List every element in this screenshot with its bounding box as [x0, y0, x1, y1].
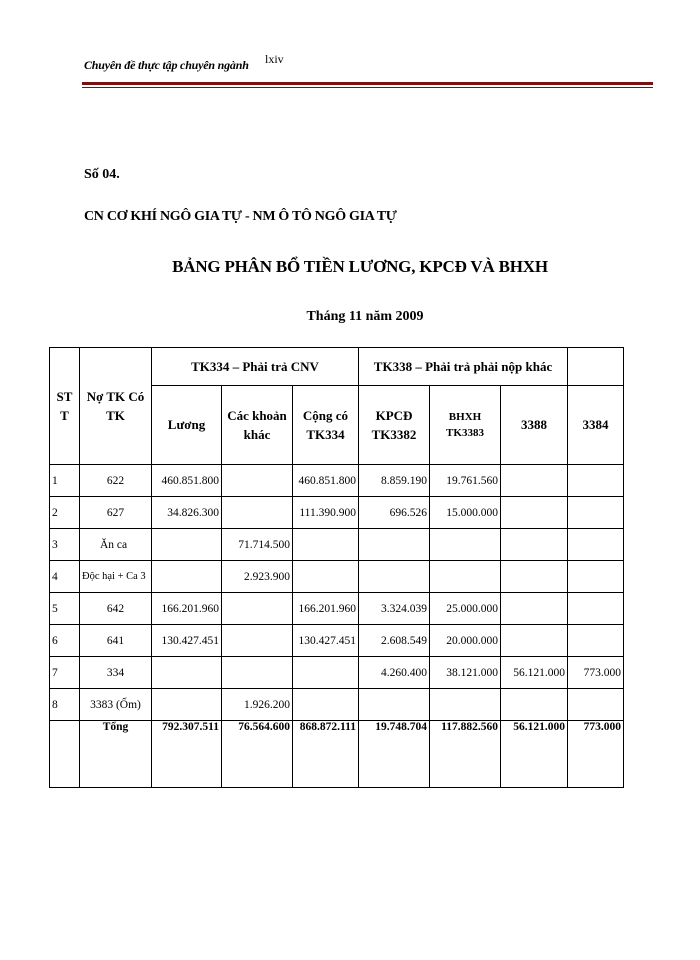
row-khac: 71.714.500	[222, 529, 293, 561]
row-3388	[501, 593, 568, 625]
row-khac	[222, 497, 293, 529]
row-kpcd: 3.324.039	[359, 593, 430, 625]
table-row	[50, 497, 624, 529]
row-khac	[222, 465, 293, 497]
table-row	[50, 561, 624, 593]
row-bhxh	[430, 561, 501, 593]
row-3384	[568, 529, 624, 561]
row-stt: 5	[50, 593, 80, 625]
header-group-tk338: TK338 – Phải trả phải nộp khác	[359, 348, 568, 386]
row-luong	[152, 689, 222, 721]
row-khac: 2.923.900	[222, 561, 293, 593]
header-3388: 3388	[501, 386, 568, 465]
total-3388: 56.121.000	[501, 721, 568, 788]
row-stt: 8	[50, 689, 80, 721]
allocation-table	[49, 347, 624, 788]
header-rule-thick	[82, 82, 653, 85]
row-stt: 4	[50, 561, 80, 593]
total-luong: 792.307.511	[152, 721, 222, 788]
row-3384: 773.000	[568, 657, 624, 689]
row-account: Ăn ca	[80, 529, 152, 561]
row-3384	[568, 561, 624, 593]
row-luong	[152, 657, 222, 689]
row-3388	[501, 529, 568, 561]
row-stt: 6	[50, 625, 80, 657]
row-3384	[568, 689, 624, 721]
row-luong	[152, 529, 222, 561]
row-luong	[152, 561, 222, 593]
row-stt: 7	[50, 657, 80, 689]
total-bhxh: 117.882.560	[430, 721, 501, 788]
row-account: 627	[80, 497, 152, 529]
row-bhxh: 20.000.000	[430, 625, 501, 657]
row-account: Độc hại + Ca 3	[80, 561, 152, 593]
row-account: 334	[80, 657, 152, 689]
header-rule-thin	[82, 87, 653, 88]
row-cong	[293, 529, 359, 561]
table-row	[50, 625, 624, 657]
row-3384	[568, 465, 624, 497]
row-khac: 1.926.200	[222, 689, 293, 721]
table-row	[50, 529, 624, 561]
row-3388	[501, 689, 568, 721]
document-title: BẢNG PHÂN BỔ TIỀN LƯƠNG, KPCĐ VÀ BHXH	[172, 257, 548, 276]
total-label: Tổng	[80, 721, 152, 788]
row-luong: 130.427.451	[152, 625, 222, 657]
row-cong: 460.851.800	[293, 465, 359, 497]
total-stt	[50, 721, 80, 788]
company-name: CN CƠ KHÍ NGÔ GIA TỰ - NM Ô TÔ NGÔ GIA TỰ	[84, 209, 397, 224]
header-kpcd-tk3382: KPCĐ TK3382	[359, 386, 430, 465]
row-luong: 166.201.960	[152, 593, 222, 625]
document-number: Số 04.	[84, 167, 120, 182]
row-bhxh	[430, 689, 501, 721]
header-luong: Lương	[152, 386, 222, 465]
total-khac: 76.564.600	[222, 721, 293, 788]
table-row	[50, 657, 624, 689]
row-bhxh	[430, 529, 501, 561]
row-kpcd	[359, 689, 430, 721]
row-kpcd: 4.260.400	[359, 657, 430, 689]
total-cong: 868.872.111	[293, 721, 359, 788]
table-total-row	[50, 721, 624, 788]
row-3384	[568, 497, 624, 529]
header-stt: ST T	[50, 348, 80, 465]
row-cong: 130.427.451	[293, 625, 359, 657]
row-bhxh: 25.000.000	[430, 593, 501, 625]
header-account: Nợ TK Có TK	[80, 348, 152, 465]
row-3388	[501, 465, 568, 497]
row-cong: 111.390.900	[293, 497, 359, 529]
row-kpcd	[359, 561, 430, 593]
row-cong	[293, 657, 359, 689]
table-row	[50, 465, 624, 497]
row-3388	[501, 561, 568, 593]
header-bhxh-tk3383: BHXH TK3383	[430, 386, 501, 465]
row-account: 642	[80, 593, 152, 625]
row-3384	[568, 625, 624, 657]
row-3388	[501, 625, 568, 657]
row-account: 622	[80, 465, 152, 497]
row-khac	[222, 593, 293, 625]
total-3384: 773.000	[568, 721, 624, 788]
row-3388	[501, 497, 568, 529]
header-blank	[568, 348, 624, 386]
row-cong	[293, 689, 359, 721]
row-bhxh: 19.761.560	[430, 465, 501, 497]
total-kpcd: 19.748.704	[359, 721, 430, 788]
header-cac-khoan-khac: Các khoản khác	[222, 386, 293, 465]
header-3384: 3384	[568, 386, 624, 465]
row-khac	[222, 625, 293, 657]
row-kpcd: 2.608.549	[359, 625, 430, 657]
row-kpcd: 8.859.190	[359, 465, 430, 497]
row-stt: 3	[50, 529, 80, 561]
header-cong-co-tk334: Cộng có TK334	[293, 386, 359, 465]
header-group-tk334: TK334 – Phải trả CNV	[152, 348, 359, 386]
row-stt: 2	[50, 497, 80, 529]
table-row	[50, 593, 624, 625]
page-number: lxiv	[265, 52, 284, 66]
row-3388: 56.121.000	[501, 657, 568, 689]
row-stt: 1	[50, 465, 80, 497]
row-account: 641	[80, 625, 152, 657]
row-account: 3383 (Ốm)	[80, 689, 152, 721]
table-row	[50, 689, 624, 721]
row-khac	[222, 657, 293, 689]
row-kpcd: 696.526	[359, 497, 430, 529]
row-luong: 460.851.800	[152, 465, 222, 497]
document-period: Tháng 11 năm 2009	[306, 309, 424, 324]
row-luong: 34.826.300	[152, 497, 222, 529]
running-header-title: Chuyên đề thực tập chuyên ngành	[84, 58, 249, 72]
row-bhxh: 15.000.000	[430, 497, 501, 529]
row-cong	[293, 561, 359, 593]
row-3384	[568, 593, 624, 625]
row-bhxh: 38.121.000	[430, 657, 501, 689]
row-cong: 166.201.960	[293, 593, 359, 625]
row-kpcd	[359, 529, 430, 561]
